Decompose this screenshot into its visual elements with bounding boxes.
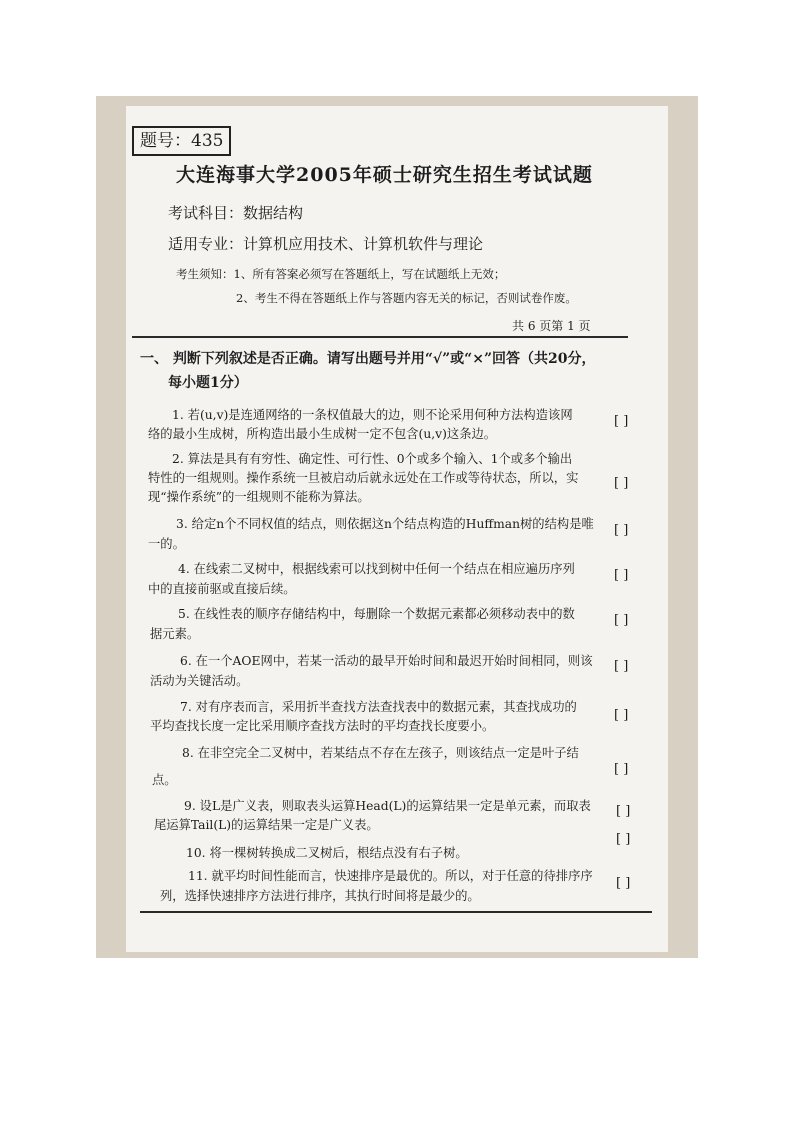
answer-bracket-11: [ ] <box>616 876 631 891</box>
answer-bracket-6: [ ] <box>614 659 629 674</box>
footer-divider <box>140 911 652 913</box>
question-5-line-1: 5. 在线性表的顺序存储结构中，每删除一个数据元素都必须移动表中的数 <box>178 607 575 621</box>
answer-bracket-9: [ ] <box>616 804 631 819</box>
answer-bracket-7: [ ] <box>614 708 629 723</box>
question-10-line-1: 10. 将一棵树转换成二叉树后，根结点没有右子树。 <box>186 846 468 860</box>
question-2-line-3: 现“操作系统”的一组规则不能称为算法。 <box>148 490 370 504</box>
question-4-line-1: 4. 在线索二叉树中，根据线索可以找到树中任何一个结点在相应遍历序列 <box>178 562 575 576</box>
question-11-line-1: 11. 就平均时间性能而言，快速排序是最优的。所以，对于任意的待排序序 <box>188 869 593 883</box>
question-3-line-2: 一的。 <box>148 537 185 551</box>
answer-bracket-3: [ ] <box>614 523 629 538</box>
header-divider <box>132 336 628 338</box>
answer-bracket-1: [ ] <box>614 414 629 429</box>
answer-bracket-10: [ ] <box>616 832 631 847</box>
answer-bracket-4: [ ] <box>614 568 629 583</box>
answer-bracket-8: [ ] <box>614 762 629 777</box>
major-line: 适用专业：计算机应用技术、计算机软件与理论 <box>168 235 484 253</box>
section-heading: 一、 判断下列叙述是否正确。请写出题号并用“√”或“×”回答（共20分， <box>140 351 596 367</box>
section-heading-cont: 每小题1分） <box>168 375 248 391</box>
answer-bracket-5: [ ] <box>614 613 629 628</box>
question-8-line-2: 点。 <box>152 773 177 787</box>
question-2-line-1: 2. 算法是具有有穷性、确定性、可行性、0个或多个输入、1个或多个输出 <box>172 452 573 466</box>
question-1-line-2: 络的最小生成树，所构造出最小生成树一定不包含(u,v)这条边。 <box>148 427 497 441</box>
subject-line: 考试科目：数据结构 <box>168 204 304 222</box>
question-3-line-1: 3. 给定n个不同权值的结点，则依据这n个结点构造的Huffman树的结构是唯 <box>176 517 594 531</box>
notice-line-2: 2、考生不得在答题纸上作与答题内容无关的标记，否则试卷作废。 <box>236 291 577 305</box>
question-2-line-2: 特性的一组规则。操作系统一旦被启动后就永远处在工作或等待状态，所以，实 <box>148 471 579 485</box>
notice-line-1: 考生须知：1、所有答案必须写在答题纸上，写在试题纸上无效； <box>176 267 506 281</box>
question-9-line-2: 尾运算Tail(L)的运算结果一定是广义表。 <box>154 818 379 832</box>
question-6-line-1: 6. 在一个AOE网中，若某一活动的最早开始时间和最迟开始时间相同，则该 <box>180 654 593 668</box>
question-4-line-2: 中的直接前驱或直接后续。 <box>148 582 296 596</box>
question-1-line-1: 1. 若(u,v)是连通网络的一条权值最大的边，则不论采用何种方法构造该网 <box>172 408 573 422</box>
question-7-line-2: 平均查找长度一定比采用顺序查找方法时的平均查找长度要小。 <box>150 719 495 733</box>
exam-title: 大连海事大学2005年硕士研究生招生考试试题 <box>176 164 593 186</box>
question-8-line-1: 8. 在非空完全二叉树中，若某结点不存在左孩子，则该结点一定是叶子结 <box>182 746 579 760</box>
page-indicator: 共 6 页第 1 页 <box>512 319 591 333</box>
question-7-line-1: 7. 对有序表而言，采用折半查找方法查找表中的数据元素，其查找成功的 <box>180 700 577 714</box>
question-5-line-2: 据元素。 <box>150 627 200 641</box>
exam-code-box: 题号：435 <box>132 126 231 156</box>
question-6-line-2: 活动为关键活动。 <box>150 674 249 688</box>
answer-bracket-2: [ ] <box>614 476 629 491</box>
question-11-line-2: 列，选择快速排序方法进行排序，其执行时间将是最少的。 <box>160 889 480 903</box>
question-9-line-1: 9. 设L是广义表，则取表头运算Head(L)的运算结果一定是单元素，而取表 <box>184 799 591 813</box>
